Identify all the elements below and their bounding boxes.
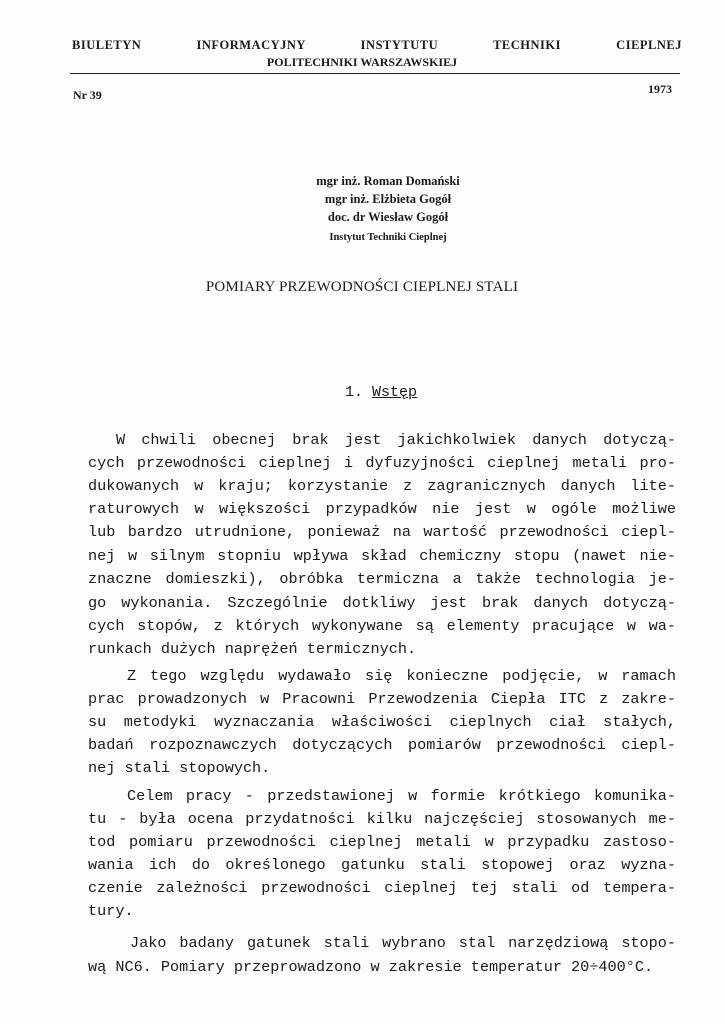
journal-subtitle: POLITECHNIKI WARSZAWSKIEJ [266, 55, 458, 69]
body-text-line: Z tego względu wydawało się konieczne podjęcie, w ramach [127, 667, 676, 685]
body-text-line: cych stopów, z których wykonywane są elementy pracujące w wa- [88, 617, 676, 635]
body-text-line: czenie zależności przewodności cieplnej tej stali od tempera- [88, 879, 676, 897]
body-text-line: badań rozpoznawczych dotyczących pomiarów przewodności ciepl- [88, 736, 676, 754]
body-text-line: Jako badany gatunek stali wybrano stal narzędziową stopo- [130, 934, 676, 952]
author-name: mgr inż. Roman Domański [316, 174, 460, 188]
journal-title: BIULETYN INFORMACYJNY INSTYTUTU TECHNIKI CIEPLNEJ [72, 38, 682, 52]
body-text-line: Celem pracy - przedstawionej w formie krótkiego komunika- [127, 787, 676, 805]
issue-year: 1973 [648, 82, 672, 96]
issue-number: Nr 39 [73, 88, 102, 102]
body-text-line: go wykonania. Szczególnie dotkliwy jest brak danych dotyczą- [88, 594, 676, 612]
body-text-line: su metodyki wyznaczania właściwości cieplnych ciał stałych, [88, 713, 676, 731]
body-text-line: dukowanych w kraju; korzystanie z zagranicznych danych lite- [88, 477, 676, 495]
body-text-line: wą NC6. Pomiary przeprowadzono w zakresie temperatur 20÷400°C. [88, 958, 654, 976]
body-text-line: znaczne domieszki), obróbka termiczna a także technologia je- [88, 570, 676, 588]
body-text-line: tu - była ocena przydatności kilku najczęściej stosowanych me- [88, 810, 676, 828]
article-title: POMIARY PRZEWODNOŚCI CIEPLNEJ STALI [205, 279, 519, 295]
body-text-line: nej w silnym stopniu wpływa skład chemiczny stopu (nawet nie- [88, 547, 676, 565]
institute-affiliation: Instytut Techniki Cieplnej [329, 232, 447, 243]
body-text-line: prac prowadzonych w Pracowni Przewodzenia Ciepła ITC z zakre- [88, 690, 676, 708]
header-rule [70, 73, 680, 74]
body-text-line: runkach dużych naprężeń termicznych. [88, 640, 417, 658]
author-name: doc. dr Wiesław Gogół [327, 210, 449, 224]
body-text-line: tod pomiaru przewodności cieplnej metali w przypadku zastoso- [88, 833, 676, 851]
section-title: Wstęp [372, 384, 418, 401]
body-text-line: nej stali stopowych. [88, 759, 271, 777]
body-text-line: W chwili obecnej brak jest jakichkolwiek danych dotyczą- [116, 431, 676, 449]
body-text-line: raturowych w większości przypadków nie jest w ogóle możliwe [88, 500, 676, 518]
body-text-line: lub bardzo utrudnione, ponieważ na wartość przewodności ciepl- [88, 523, 676, 541]
section-heading [345, 384, 417, 401]
section-number: 1. [345, 384, 364, 401]
author-name: mgr inż. Elżbieta Gogół [324, 192, 452, 206]
body-text-line: cych przewodności cieplnej i dyfuzyjności cieplnej metali pro- [88, 454, 676, 472]
body-text-line: tury. [88, 902, 134, 920]
body-text-line: wania ich do określonego gatunku stali stopowej oraz wyzna- [88, 856, 676, 874]
